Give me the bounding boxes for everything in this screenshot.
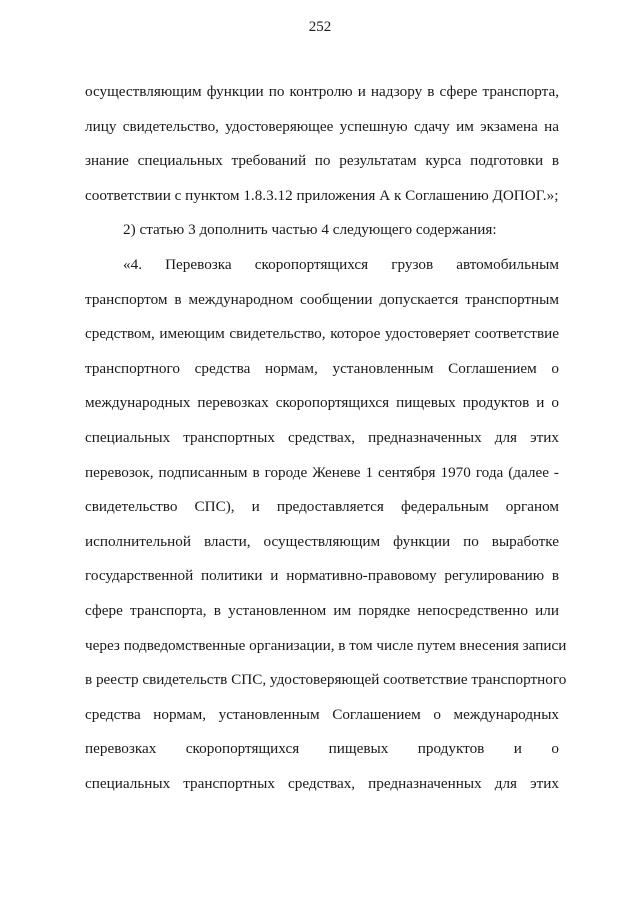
page-number: 252 [308,19,332,35]
text-line: средством, имеющим свидетельство, которое удостоверяет соответствие [85,325,559,343]
text-line: специальных транспортных средствах, предназначенных для этих [85,428,559,446]
text-line: международных перевозках скоропортящихся пищевых продуктов и о [85,394,559,412]
text-line: свидетельство СПС), и предоставляется федеральным органом [85,498,559,516]
text-line: перевозках скоропортящихся пищевых продуктов и о [85,740,559,758]
body-text [85,82,567,808]
text-line: лицу свидетельство, удостоверяющее успешную сдачу им экзамена на [85,117,559,135]
text-line: знание специальных требований по результатам курса подготовки в [85,152,559,170]
paragraph-line-part-4: «4. Перевозка скоропортящихся грузов автомобильным [123,255,559,273]
text-line: исполнительной власти, осуществляющим функции по выработке [85,532,559,550]
text-line: транспортного средства нормам, установленным Соглашением о [85,359,559,377]
text-line: специальных транспортных средствах, предназначенных для этих [85,774,559,792]
text-line: сфере транспорта, в установленном им порядке непосредственно или [85,601,559,619]
text-line: транспортом в международном сообщении допускается транспортным [85,290,559,308]
text-line: государственной политики и нормативно-правовому регулированию в [85,567,559,585]
text-line: осуществляющим функции по контролю и надзору в сфере транспорта, [85,83,559,100]
paragraph-line-amendment-2: 2) статью 3 дополнить частью 4 следующего содержания: [123,221,497,239]
text-line: через подведомственные организации, в том числе путем внесения записи [85,636,567,654]
text-line: соответствии с пунктом 1.8.3.12 приложения А к Соглашению ДОПОГ.»; [85,186,559,204]
text-line: в реестр свидетельств СПС, удостоверяющей соответствие транспортного [85,671,567,689]
text-line: перевозок, подписанным в городе Женеве 1 сентября 1970 года (далее - [85,463,559,481]
text-line: средства нормам, установленным Соглашением о международных [85,705,559,723]
